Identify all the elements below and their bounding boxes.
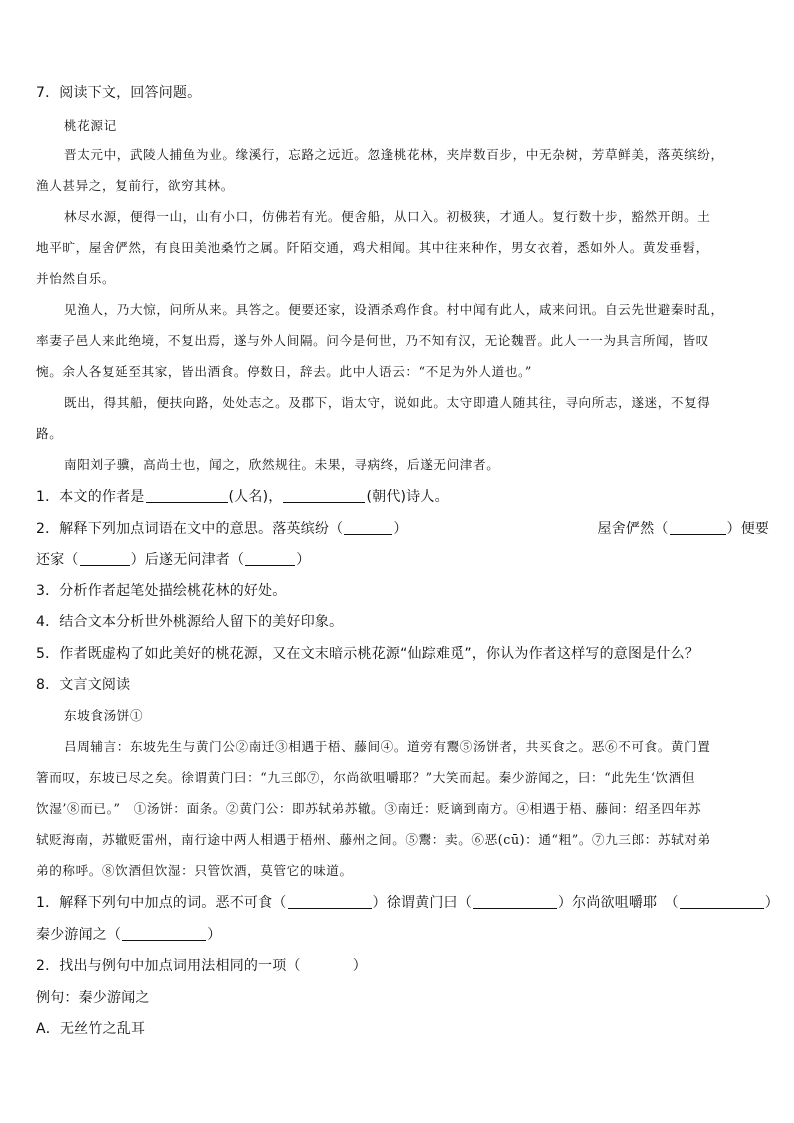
answer-blank[interactable] xyxy=(122,927,206,941)
answer-blank[interactable] xyxy=(344,521,392,535)
q8-sub1-text: 秦少游闻之（ xyxy=(36,927,122,943)
q7-sub1-text: 1．本文的作者是 xyxy=(36,489,145,505)
q7-passage-line: 见渔人，乃大惊，问所从来。具答之。便要还家，设酒杀鸡作食。村中闻有此人，咸来问讯。自云先世避秦时乱， xyxy=(64,302,724,317)
q7-passage-line: 晋太元中，武陵人捕鱼为业。缘溪行，忘路之远近。忽逢桃花林，夹岸数百步，中无杂树，芳草鲜美，落英缤纷， xyxy=(64,147,724,162)
q8-sub1-text: ）徐谓黄门曰（ xyxy=(372,895,472,911)
q8-passage-title: 东坡食汤饼① xyxy=(64,708,144,723)
q8-sub2-text: 2．找出与例句中加点词用法相同的一项（ xyxy=(36,958,301,974)
q7-sub2 xyxy=(36,520,770,538)
q8-sub1 xyxy=(36,894,779,912)
q8-sub1-text: ） xyxy=(764,895,779,911)
q7-passage-line: 既出，得其船，便扶向路，处处志之。及郡下，诣太守，说如此。太守即遣人随其往，寻向所志，遂迷，不复得 xyxy=(64,395,711,410)
q7-sub2-cont xyxy=(36,551,760,569)
q8-option-a[interactable]: A．无丝竹之乱耳 xyxy=(36,1021,146,1037)
q8-passage-line: 箸而叹，东坡已尽之矣。徐谓黄门曰：“九三郎⑦，尔尚欲咀嚼耶？”大笑而起。秦少游闻之，曰：“此先生‘饮酒但 xyxy=(36,770,696,785)
q7-sub2-text: 2．解释下列加点词语在文中的意思。落英缤纷（ xyxy=(36,521,344,537)
q8-sub2 xyxy=(36,957,760,975)
q8-passage-line: 吕周辅言：东坡先生与黄门公②南迁③相遇于梧、藤间④。道旁有鬻⑤汤饼者，共买食之。恶⑥不可食。黄门置 xyxy=(64,739,711,754)
q7-sub2-text: ） xyxy=(393,521,408,537)
q7-sub2-text: ） xyxy=(296,552,311,568)
q7-sub1 xyxy=(36,488,760,506)
answer-blank[interactable] xyxy=(288,895,372,909)
q7-sub4: 4．结合文本分析世外桃源给人留下的美好印象。 xyxy=(36,614,344,630)
q7-passage-line: 渔人甚异之，复前行，欲穷其林。 xyxy=(36,178,234,193)
answer-blank[interactable] xyxy=(80,552,130,566)
q8-example: 例句：秦少游闻之 xyxy=(36,990,150,1006)
q7-sub2-text: 还家（ xyxy=(36,552,79,568)
q8-passage-line: 饮湿’⑧而已。” ①汤饼：面条。②黄门公：即苏轼弟苏辙。③南迁：贬谪到南方。④相遇于梧、藤间：绍圣四年苏 xyxy=(36,801,702,816)
q7-sub1-text: (人名)， xyxy=(228,489,283,505)
q7-passage-line: 率妻子邑人来此绝境，不复出焉，遂与外人间隔。问今是何世，乃不知有汉，无论魏晋。此人一一为具言所闻，皆叹 xyxy=(36,333,709,348)
answer-blank[interactable] xyxy=(473,895,557,909)
q7-sub2-text: ）便要 xyxy=(726,521,770,537)
q7-passage-title: 桃花源记 xyxy=(64,118,117,133)
q8-sub1-cont xyxy=(36,926,760,944)
q8-heading: 8．文言文阅读 xyxy=(36,677,131,693)
q7-passage-line: 并怡然自乐。 xyxy=(36,271,116,286)
answer-blank[interactable] xyxy=(146,489,228,503)
q7-sub2-text: 屋舍俨然（ xyxy=(597,521,669,537)
q7-sub3: 3．分析作者起笔处描绘桃花林的好处。 xyxy=(36,583,287,599)
q7-passage-line: 路。 xyxy=(36,426,63,441)
answer-blank[interactable] xyxy=(680,895,764,909)
q7-passage-line: 惋。余人各复延至其家，皆出酒食。停数日，辞去。此中人语云：“不足为外人道也。” xyxy=(36,364,532,379)
q7-passage-line: 南阳刘子骥，高尚士也，闻之，欣然规往。未果，寻病终，后遂无问津者。 xyxy=(64,457,500,472)
q8-sub1-text: 1．解释下列句中加点的词。恶不可食（ xyxy=(36,895,287,911)
q8-sub1-text: ） xyxy=(207,927,222,943)
q7-heading: 7．阅读下文，回答问题。 xyxy=(36,85,202,101)
q8-passage-line: 弟的称呼。⑧饮酒但饮湿：只管饮酒，莫管它的味道。 xyxy=(36,863,353,878)
answer-blank[interactable] xyxy=(245,552,295,566)
q7-passage-line: 林尽水源，便得一山，山有小口，仿佛若有光。便舍船，从口入。初极狭，才通人。复行数十步，豁然开朗。土 xyxy=(64,209,711,224)
q8-sub1-text: ）尔尚欲咀嚼耶 （ xyxy=(557,895,679,911)
q7-passage-line: 地平旷，屋舍俨然，有良田美池桑竹之属。阡陌交通，鸡犬相闻。其中往来种作，男女衣着，悉如外人。黄发垂髫， xyxy=(36,240,709,255)
q8-passage-line: 轼贬海南，苏辙贬雷州，南行途中两人相遇于梧州、藤州之间。⑤鬻：卖。⑥恶(cū)：通“粗”。⑦九三郎：苏轼对弟 xyxy=(36,832,711,847)
q7-sub2-text: ）后遂无问津者（ xyxy=(130,552,245,568)
q7-sub5: 5．作者既虚构了如此美好的桃花源，又在文末暗示桃花源“仙踪难觅”，你认为作者这样写的意图是什么？ xyxy=(36,646,700,662)
q7-sub1-text: (朝代)诗人。 xyxy=(366,489,449,505)
answer-blank[interactable] xyxy=(670,521,726,535)
answer-blank[interactable] xyxy=(283,489,365,503)
q8-sub2-text: ） xyxy=(352,958,367,974)
